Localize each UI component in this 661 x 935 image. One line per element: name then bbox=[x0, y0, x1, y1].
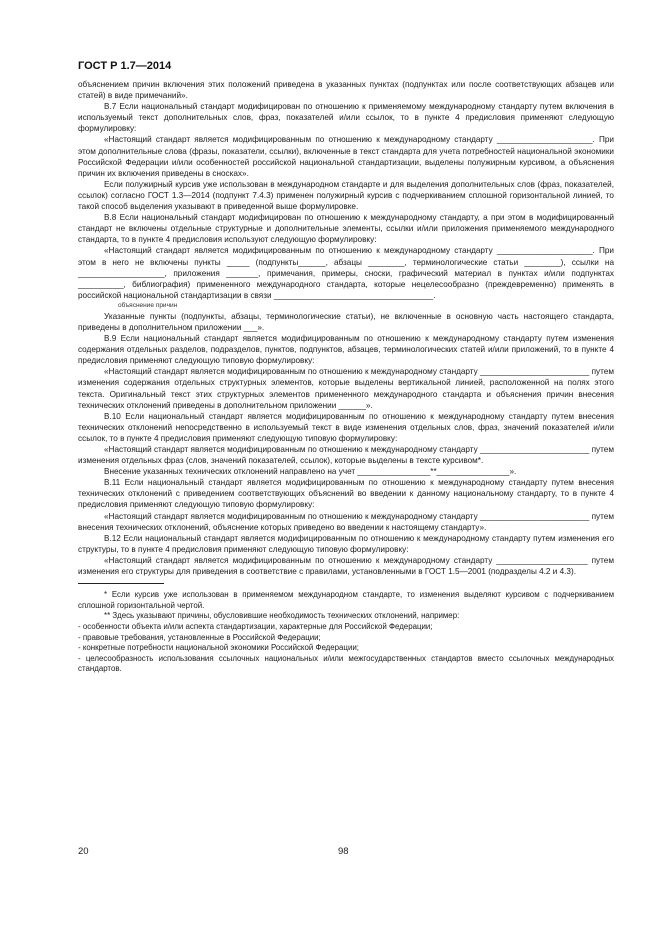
clause-b8: В.8 Если национальный стандарт модифицирован по отношению к международному стандарту, а при этом в модифицированный стандарт не включены отдельные структурные и дополнительные элементы, ссылки и/или приложения применяемого международного стандарта, то в пункте 4 предисловия используют следующую формулировку: bbox=[78, 213, 614, 245]
body-paragraph: Указанные пункты (подпункты, абзацы, терминологические статьи), не включенные в основную часть настоящего стандарта, приведены в дополнительном приложении ___». bbox=[78, 311, 614, 332]
body-paragraph: «Настоящий стандарт является модифицированным по отношению к международному стандарту ________________________ путем изменения содержания отдельных структурных элементов, которые выделены вертикальной линией, расположенной на полях этого текста. Оригинальный текст этих структурных элементов примененного международного стандарта и объяснения причин внесения технических отклонений приведены в дополнительном приложении ______». bbox=[78, 367, 614, 410]
body-paragraph: Если полужирный курсив уже использован в международном стандарте и для выделения дополнительных слов (фраз, показателей, ссылок) согласно ГОСТ 1.3—2014 (подпункт 7.4.3) применен полужирный курсив с подчеркиванием сплошной горизонтальной линией, то такой способ выделения указывают в приведенной выше формулировке. bbox=[78, 179, 614, 212]
footnote-list-item: - целесообразность использования ссылочных национальных и/или межгосударственных стандартов вместо ссылочных международных стандартов. bbox=[78, 653, 614, 674]
footnote: * Если курсив уже использован в применяемом международном стандарте, то изменения выделяют курсивом с подчеркиванием сплошной горизонтальной чертой. bbox=[78, 590, 614, 610]
clause-b7: В.7 Если национальный стандарт модифицирован по отношению к применяемому международному стандарту путем включения в используемый текст дополнительных слов, фраз, показателей и/или ссылок, то в пункте 4 предисловия применяют следующую формулировку: bbox=[78, 102, 614, 134]
document-body bbox=[78, 79, 614, 675]
clause-b12: В.12 Если национальный стандарт является модифицированным по отношению к международному стандарту путем изменения его структуры, то в пункте 4 предисловия применяют следующую типовую формулировку: bbox=[78, 533, 614, 554]
clause-b11: В.11 Если национальный стандарт является модифицированным по отношению к международному стандарту путем внесения технических отклонений с приведением соответствующих объяснений во введении к данному национальному стандарту, то в пункте 4 предисловия применяют следующую типовую формулировку: bbox=[78, 478, 614, 510]
footnote-list-item: - конкретные потребности национальной экономики Российской Федерации; bbox=[78, 643, 359, 653]
clause-b9: В.9 Если национальный стандарт является модифицированным по отношению к международному стандарту путем изменения содержания отдельных разделов, подразделов, пунктов, подпунктов, абзацев, терминологических статей и/или приложений, то в пункте 4 предисловия применяют следующую типовую формулировку: bbox=[78, 334, 614, 366]
body-paragraph: «Настоящий стандарт является модифицированным по отношению к международному стандарту _____________________. При этом дополнительные слова (фразы, показатели, ссылки), включенные в текст стандарта для учета потребностей национальной экономики Российской Федерации и/или особенностей российской национальной стандартизации, выделены полужирным курсивом, а объяснения причин их включения приведены в сносках». bbox=[78, 135, 614, 178]
body-paragraph: «Настоящий стандарт является модифицированным по отношению к международному стандарту ________________________ путем изменения отдельных фраз (слов, значений показателей, ссылок), которые выделены в тексте курсивом*. bbox=[78, 445, 614, 466]
clause-b10: В.10 Если национальный стандарт является модифицированным по отношению к международному стандарту путем внесения технических отклонений непосредственно в используемый текст в виде изменения отдельных слов, фраз, значений показателей и/или ссылок, то в пункте 4 предисловия применяют следующую типовую формулировку: bbox=[78, 411, 614, 443]
footnote-list-item: - правовые требования, установленные в Российской Федерации; bbox=[78, 632, 321, 642]
body-paragraph: Внесение указанных технических отклонений направлено на учет ________________**________________». bbox=[104, 467, 517, 477]
footnote-divider bbox=[78, 583, 164, 584]
body-paragraph: «Настоящий стандарт является модифицированным по отношению к международному стандарту ____________________ путем изменения его структуры для приведения в соответствие с правилами, установленными в ГОСТ 1.5—2001 (подразделы 4.2 и 4.3). bbox=[78, 555, 614, 577]
footnote-list-item: - особенности объекта и/или аспекта стандартизации, характерные для Российской Федерации; bbox=[78, 621, 433, 631]
body-paragraph: объяснением причин включения этих положений приведена в указанных пунктах (подпунктах или после соответствующих абзацев или статей) в виде примечаний». bbox=[78, 80, 614, 101]
page-number-center: 98 bbox=[338, 846, 349, 857]
page-number-left: 20 bbox=[78, 846, 89, 857]
body-paragraph: «Настоящий стандарт является модифицированным по отношению к международному стандарту _____________________. При этом в него не включены пункты _____ (подпункты______, абзацы ________, терминологические статьи ________), ссылки на ___________________, приложения _______, примечания, примеры, сноски, графический материал в пунктах и/или подпунктах __________, библиография) примененного международного стандарта, которые нецелесообразно (преждевременно) применять в российской национальной стандартизации в связи ___________________________________. bbox=[78, 246, 614, 300]
blank-caption: объяснение причин bbox=[118, 301, 178, 309]
document-header: ГОСТ Р 1.7—2014 bbox=[78, 60, 172, 72]
footnote: ** Здесь указывают причины, обусловившие необходимость технических отклонений, например: bbox=[104, 611, 460, 621]
body-paragraph: «Настоящий стандарт является модифицированным по отношению к международному стандарту ________________________ путем внесения технических отклонений, объяснение которых приведено во введении к настоящему стандарту». bbox=[78, 511, 614, 532]
